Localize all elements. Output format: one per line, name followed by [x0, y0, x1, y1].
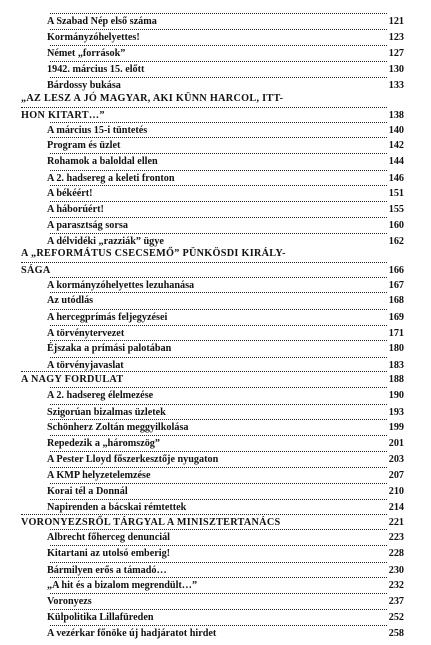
entry-page-number: 193 — [388, 407, 404, 418]
dot-leader — [50, 451, 387, 452]
entry-page-number: 151 — [388, 188, 404, 199]
entry-page-number: 160 — [388, 220, 404, 231]
dot-leader — [50, 483, 387, 484]
dot-leader — [50, 387, 387, 388]
dot-leader — [50, 593, 387, 594]
entry-title: Szigorúan bizalmas üzletek — [47, 407, 166, 418]
dot-leader — [50, 61, 387, 62]
entry-title: „A hit és a bizalom megrendült…” — [47, 580, 198, 591]
dot-leader — [50, 153, 387, 154]
dot-leader — [50, 13, 387, 14]
dot-leader — [50, 45, 387, 46]
entry-title: A törvénytervezet — [47, 328, 125, 339]
entry-page-number: 144 — [388, 156, 404, 167]
entry-title: A kormányzóhelyettes lezuhanása — [47, 280, 195, 291]
entry-title: Voronyezs — [47, 596, 92, 607]
entry-page-number: 230 — [388, 565, 404, 576]
dot-leader — [50, 201, 387, 202]
section-title: „AZ LESZ A JÓ MAGYAR, AKI KÜNN HARCOL, ITT- — [21, 93, 284, 104]
entry-page-number: 155 — [388, 204, 404, 215]
entry-page-number: 123 — [388, 32, 404, 43]
entry-title: A háborúért! — [47, 204, 104, 215]
dot-leader — [50, 29, 387, 30]
dot-leader — [50, 325, 387, 326]
entry-title: Német „források” — [47, 48, 126, 59]
section-page-number: 138 — [388, 110, 404, 121]
entry-title: A Pester Lloyd főszerkesztője nyugaton — [47, 454, 219, 465]
dot-leader — [50, 233, 387, 234]
entry-page-number: 146 — [388, 173, 404, 184]
dot-leader — [50, 340, 387, 341]
entry-title: A Szabad Nép első száma — [47, 16, 157, 27]
dot-leader — [50, 404, 387, 405]
dot-leader — [50, 170, 387, 171]
entry-page-number: 201 — [388, 438, 404, 449]
entry-title: A parasztság sorsa — [47, 220, 128, 231]
dot-leader — [50, 277, 387, 278]
section-page-number: 221 — [388, 517, 404, 528]
entry-page-number: 190 — [388, 390, 404, 401]
dot-leader — [21, 107, 387, 108]
entry-page-number: 183 — [388, 360, 404, 371]
entry-title: A KMP helyzetelemzése — [47, 470, 151, 481]
entry-page-number: 127 — [388, 48, 404, 59]
section-page-number: 188 — [388, 374, 404, 385]
section-page-number: 166 — [388, 265, 404, 276]
entry-title: Napirenden a bácskai rémtettek — [47, 502, 187, 513]
entry-page-number: 252 — [388, 612, 404, 623]
entry-title: A békéért! — [47, 188, 93, 199]
entry-page-number: 180 — [388, 343, 404, 354]
dot-leader — [50, 217, 387, 218]
entry-title: A március 15-i tüntetés — [47, 125, 148, 136]
dot-leader — [50, 309, 387, 310]
dot-leader — [50, 292, 387, 293]
dot-leader — [50, 77, 387, 78]
entry-page-number: 210 — [388, 486, 404, 497]
entry-page-number: 140 — [388, 125, 404, 136]
dot-leader — [50, 137, 387, 138]
entry-title: Az utódlás — [47, 295, 94, 306]
dot-leader — [50, 435, 387, 436]
entry-page-number: 199 — [388, 422, 404, 433]
entry-title: Korai tél a Donnál — [47, 486, 128, 497]
dot-leader — [50, 499, 387, 500]
entry-title: Kitartani az utolsó emberig! — [47, 548, 171, 559]
dot-leader — [50, 625, 387, 626]
dot-leader — [21, 514, 387, 515]
section-title: A „REFORMÁTUS CSECSEMŐ” PÜNKÖSDI KIRÁLY- — [21, 248, 286, 259]
entry-page-number: 258 — [388, 628, 404, 639]
entry-page-number: 121 — [388, 16, 404, 27]
entry-page-number: 162 — [388, 236, 404, 247]
dot-leader — [21, 371, 387, 372]
section-title: A NAGY FORDULAT — [21, 374, 124, 385]
entry-title: A 2. hadsereg a keleti fronton — [47, 173, 175, 184]
entry-page-number: 130 — [388, 64, 404, 75]
dot-leader — [50, 562, 387, 563]
entry-title: Schönherz Zoltán meggyilkolása — [47, 422, 189, 433]
entry-page-number: 168 — [388, 295, 404, 306]
entry-title: 1942. március 15. előtt — [47, 64, 145, 75]
dot-leader — [50, 529, 387, 530]
entry-title: A hercegprímás feljegyzései — [47, 312, 168, 323]
entry-title: Kormányzóhelyettes! — [47, 32, 140, 43]
dot-leader — [50, 419, 387, 420]
dot-leader — [50, 609, 387, 610]
entry-page-number: 133 — [388, 80, 404, 91]
entry-title: Repedezik a „háromszög” — [47, 438, 160, 449]
entry-page-number: 203 — [388, 454, 404, 465]
entry-title: A vezérkar főnöke új hadjáratot hirdet — [47, 628, 217, 639]
entry-page-number: 169 — [388, 312, 404, 323]
dot-leader — [50, 577, 387, 578]
section-title-continued: SÁGA — [21, 265, 51, 276]
entry-title: A 2. hadsereg élelmezése — [47, 390, 154, 401]
entry-title: Éjszaka a prímási palotában — [47, 343, 172, 354]
dot-leader — [50, 185, 387, 186]
entry-title: A törvényjavaslat — [47, 360, 124, 371]
entry-title: A délvidéki „razziák” ügye — [47, 236, 164, 247]
dot-leader — [50, 357, 387, 358]
entry-title: Bárdossy bukása — [47, 80, 121, 91]
entry-title: Rohamok a baloldal ellen — [47, 156, 158, 167]
entry-title: Bármilyen erős a támadó… — [47, 565, 167, 576]
entry-title: Albrecht főherceg denunciál — [47, 532, 170, 543]
entry-page-number: 171 — [388, 328, 404, 339]
entry-page-number: 237 — [388, 596, 404, 607]
section-title: VORONYEZSRŐL TÁRGYAL A MINISZTERTANÁCS — [21, 517, 281, 528]
entry-page-number: 167 — [388, 280, 404, 291]
entry-page-number: 207 — [388, 470, 404, 481]
entry-title: Program és üzlet — [47, 140, 121, 151]
entry-page-number: 232 — [388, 580, 404, 591]
entry-page-number: 223 — [388, 532, 404, 543]
section-title-continued: HON KITART…” — [21, 110, 105, 121]
entry-page-number: 214 — [388, 502, 404, 513]
entry-page-number: 228 — [388, 548, 404, 559]
entry-title: Külpolitika Lillafüreden — [47, 612, 154, 623]
entry-page-number: 142 — [388, 140, 404, 151]
dot-leader — [21, 262, 387, 263]
dot-leader — [50, 545, 387, 546]
dot-leader — [50, 122, 387, 123]
dot-leader — [50, 467, 387, 468]
